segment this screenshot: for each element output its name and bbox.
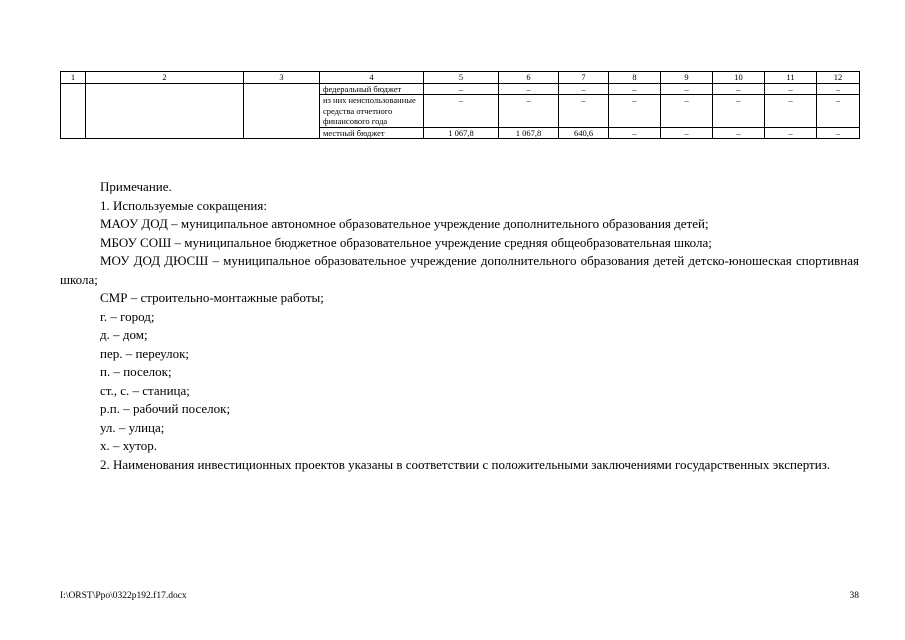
table-cell: – (609, 83, 661, 95)
empty-cell (86, 83, 244, 139)
row-label-unused-funds: из них неиспользованные средства отчетного финансового года (320, 95, 424, 128)
table-cell: – (424, 83, 499, 95)
page-number: 38 (849, 591, 859, 601)
table-cell: 640,6 (559, 127, 609, 139)
table-cell: – (817, 95, 860, 128)
note-line: д. – дом; (100, 327, 148, 342)
note-line: МБОУ СОШ – муниципальное бюджетное образовательное учреждение средняя общеобразовательная школа; (100, 234, 712, 250)
note-line: МАОУ ДОД – муниципальное автономное образовательное учреждение дополнительного образования детей; (100, 216, 709, 231)
table-cell: – (765, 127, 817, 139)
table-cell: – (817, 83, 860, 95)
column-number-11: 11 (765, 72, 817, 84)
table-cell: – (713, 83, 765, 95)
note-line: пер. – переулок; (100, 345, 189, 361)
table-row (61, 83, 860, 95)
table-cell: – (499, 83, 559, 95)
table-cell: – (661, 95, 713, 128)
empty-cell (61, 83, 86, 139)
row-label-federal-budget: федеральный бюджет (320, 83, 424, 95)
table-cell: – (765, 95, 817, 128)
table-cell: – (559, 95, 609, 128)
table-cell: – (499, 95, 559, 128)
table-cell: – (609, 127, 661, 139)
column-number-1: 1 (61, 72, 86, 84)
column-number-6: 6 (499, 72, 559, 84)
row-label-local-budget: местный бюджет (320, 127, 424, 139)
budget-table (60, 71, 860, 139)
column-number-2: 2 (86, 72, 244, 84)
table-cell: – (817, 127, 860, 139)
table-cell: – (424, 95, 499, 128)
column-number-12: 12 (817, 72, 860, 84)
column-number-4: 4 (320, 72, 424, 84)
table-cell: – (713, 95, 765, 128)
column-number-3: 3 (244, 72, 320, 84)
note-line: ул. – улица; (100, 419, 165, 435)
abbreviations-heading: 1. Используемые сокращения: (100, 197, 267, 213)
note-line: МОУ ДОД ДЮСШ – муниципальное образовательное учреждение дополнительного образования детей детско-юношеская спортивная школа; (60, 253, 859, 287)
note-line: СМР – строительно-монтажные работы; (100, 290, 324, 305)
table-cell: – (661, 127, 713, 139)
empty-cell (244, 83, 320, 139)
table-cell: – (609, 95, 661, 128)
note-line: р.п. – рабочий поселок; (100, 401, 231, 416)
table-cell: – (713, 127, 765, 139)
table-cell: – (559, 83, 609, 95)
column-number-5: 5 (424, 72, 499, 84)
column-number-9: 9 (661, 72, 713, 84)
note-line: п. – поселок; (100, 364, 172, 379)
table-cell: – (661, 83, 713, 95)
table-header-row (61, 72, 860, 84)
table-cell: – (765, 83, 817, 95)
column-number-10: 10 (713, 72, 765, 84)
column-number-8: 8 (609, 72, 661, 84)
footer-file-path: I:\ORST\Ppo\0322p192.f17.docx (60, 591, 187, 601)
table-cell: 1 067,8 (499, 127, 559, 139)
note-line: г. – город; (100, 308, 155, 324)
column-number-7: 7 (559, 72, 609, 84)
note-line: х. – хутор. (100, 438, 158, 453)
note-line: ст., с. – станица; (100, 382, 190, 398)
table-cell: 1 067,8 (424, 127, 499, 139)
notes-heading: Примечание. (100, 179, 172, 194)
note-line: 2. Наименования инвестиционных проектов указаны в соответствии с положительными заключениями государственных экспертиз. (100, 456, 831, 472)
notes-section (60, 178, 859, 474)
